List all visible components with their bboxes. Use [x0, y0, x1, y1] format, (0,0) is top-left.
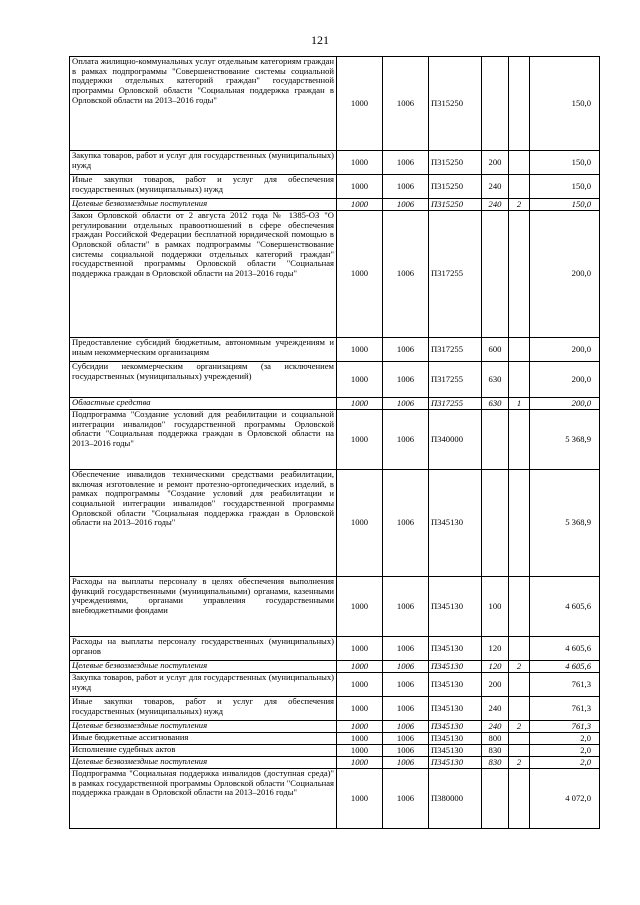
cell-section: 1000: [337, 661, 383, 673]
cell-funding-source: [509, 175, 530, 199]
cell-name: Подпрограмма "Социальная поддержка инвалидов (доступная среда)" в рамках государственной программы Орловской области "Социальная поддержка граждан в Орловской области на 2013–2016 годы": [70, 769, 337, 829]
cell-amount: 761,3: [530, 673, 600, 697]
cell-expense-type: 120: [482, 637, 509, 661]
cell-target-article: П317255: [429, 338, 482, 362]
table-row: [70, 721, 600, 733]
cell-target-article: П315250: [429, 151, 482, 175]
cell-funding-source: [509, 745, 530, 757]
cell-name: Иные бюджетные ассигнования: [70, 733, 337, 745]
table-row: [70, 211, 600, 338]
cell-amount: 150,0: [530, 57, 600, 151]
cell-target-article: П317255: [429, 362, 482, 398]
table-row: [70, 577, 600, 637]
table-row: [70, 199, 600, 211]
page-number: 121: [311, 33, 329, 47]
cell-expense-type: [482, 769, 509, 829]
cell-name: Целевые безвозмездные поступления: [70, 721, 337, 733]
cell-name: Расходы на выплаты персоналу в целях обеспечения выполнения функций государственными (муниципальными) органами, казенными учреждениями, органами управления государственными внебюджетными фондами: [70, 577, 337, 637]
cell-expense-type: 240: [482, 721, 509, 733]
cell-expense-type: 830: [482, 745, 509, 757]
cell-amount: 4 605,6: [530, 577, 600, 637]
cell-amount: 5 368,9: [530, 410, 600, 470]
cell-funding-source: [509, 637, 530, 661]
cell-section: 1000: [337, 721, 383, 733]
cell-expense-type: 240: [482, 697, 509, 721]
cell-expense-type: 630: [482, 362, 509, 398]
cell-name: Целевые безвозмездные поступления: [70, 661, 337, 673]
cell-name: Обеспечение инвалидов техническими средствами реабилитации, включая изготовление и ремонт протезно-ортопедических изделий, в рамках подпрограммы "Создание условий для реабилитации и социальной интеграции инвалидов" государственной программы Орловской области "Социальная поддержка граждан в Орловской области на 2013–2016 годы": [70, 470, 337, 577]
table-row: [70, 398, 600, 410]
cell-name: Областные средства: [70, 398, 337, 410]
cell-section: 1000: [337, 733, 383, 745]
cell-expense-type: 630: [482, 398, 509, 410]
cell-expense-type: 100: [482, 577, 509, 637]
cell-amount: 200,0: [530, 338, 600, 362]
cell-amount: 200,0: [530, 398, 600, 410]
cell-name: Закон Орловской области от 2 августа 2012 года № 1385-ОЗ "О регулировании отдельных правоотношений в сфере обеспечения граждан Российской Федерации бесплатной юридической помощью в Орловской области" в рамках подпрограммы "Совершенствование системы социальной поддержки отдельных категорий граждан" государственной программы Орловской области "Социальная поддержка граждан в Орловской области на 2013–2016 годы": [70, 211, 337, 338]
cell-expense-type: 830: [482, 757, 509, 769]
cell-amount: 761,3: [530, 697, 600, 721]
cell-expense-type: [482, 470, 509, 577]
cell-funding-source: [509, 769, 530, 829]
cell-name: Закупка товаров, работ и услуг для государственных (муниципальных) нужд: [70, 151, 337, 175]
cell-subsection: 1006: [383, 470, 429, 577]
cell-section: 1000: [337, 338, 383, 362]
cell-section: 1000: [337, 398, 383, 410]
cell-target-article: П315250: [429, 175, 482, 199]
cell-subsection: 1006: [383, 199, 429, 211]
cell-amount: 150,0: [530, 199, 600, 211]
cell-name: Закупка товаров, работ и услуг для государственных (муниципальных) нужд: [70, 673, 337, 697]
budget-table: [69, 56, 600, 829]
cell-name: Иные закупки товаров, работ и услуг для обеспечения государственных (муниципальных) нужд: [70, 697, 337, 721]
cell-funding-source: 2: [509, 757, 530, 769]
table-row: [70, 637, 600, 661]
cell-expense-type: 120: [482, 661, 509, 673]
table-row: [70, 697, 600, 721]
cell-subsection: 1006: [383, 577, 429, 637]
table-body: [70, 57, 600, 829]
cell-name: Предоставление субсидий бюджетным, автономным учреждениям и иным некоммерческим организациям: [70, 338, 337, 362]
cell-section: 1000: [337, 697, 383, 721]
cell-target-article: П345130: [429, 721, 482, 733]
cell-section: 1000: [337, 57, 383, 151]
cell-target-article: П345130: [429, 470, 482, 577]
table-row: [70, 175, 600, 199]
cell-amount: 4 605,6: [530, 637, 600, 661]
cell-expense-type: 240: [482, 199, 509, 211]
cell-funding-source: [509, 697, 530, 721]
table-row: [70, 470, 600, 577]
cell-section: 1000: [337, 577, 383, 637]
cell-subsection: 1006: [383, 151, 429, 175]
cell-funding-source: [509, 470, 530, 577]
cell-section: 1000: [337, 175, 383, 199]
cell-expense-type: 800: [482, 733, 509, 745]
cell-name: Субсидии некоммерческим организациям (за исключением государственных (муниципальных) учреждений): [70, 362, 337, 398]
cell-name: Целевые безвозмездные поступления: [70, 757, 337, 769]
cell-amount: 2,0: [530, 757, 600, 769]
cell-target-article: П345130: [429, 661, 482, 673]
cell-subsection: 1006: [383, 175, 429, 199]
cell-target-article: П317255: [429, 398, 482, 410]
cell-funding-source: 2: [509, 721, 530, 733]
cell-subsection: 1006: [383, 637, 429, 661]
cell-funding-source: [509, 673, 530, 697]
table-row: [70, 745, 600, 757]
cell-expense-type: 200: [482, 151, 509, 175]
cell-amount: 4 072,0: [530, 769, 600, 829]
cell-subsection: 1006: [383, 733, 429, 745]
table-row: [70, 151, 600, 175]
cell-section: 1000: [337, 199, 383, 211]
cell-target-article: П345130: [429, 733, 482, 745]
table-row: [70, 733, 600, 745]
table-row: [70, 673, 600, 697]
cell-funding-source: [509, 151, 530, 175]
cell-target-article: П345130: [429, 577, 482, 637]
cell-section: 1000: [337, 745, 383, 757]
cell-subsection: 1006: [383, 673, 429, 697]
cell-subsection: 1006: [383, 757, 429, 769]
cell-name: Целевые безвозмездные поступления: [70, 199, 337, 211]
table-row: [70, 338, 600, 362]
cell-funding-source: [509, 733, 530, 745]
cell-amount: 200,0: [530, 211, 600, 338]
cell-subsection: 1006: [383, 697, 429, 721]
cell-funding-source: [509, 57, 530, 151]
table-row: [70, 410, 600, 470]
cell-subsection: 1006: [383, 338, 429, 362]
cell-section: 1000: [337, 410, 383, 470]
cell-section: 1000: [337, 769, 383, 829]
cell-section: 1000: [337, 151, 383, 175]
cell-section: 1000: [337, 211, 383, 338]
cell-section: 1000: [337, 470, 383, 577]
table-row: [70, 362, 600, 398]
cell-expense-type: 240: [482, 175, 509, 199]
cell-section: 1000: [337, 362, 383, 398]
cell-funding-source: 2: [509, 199, 530, 211]
cell-expense-type: 600: [482, 338, 509, 362]
cell-section: 1000: [337, 673, 383, 697]
table-row: [70, 757, 600, 769]
cell-subsection: 1006: [383, 211, 429, 338]
cell-subsection: 1006: [383, 57, 429, 151]
cell-subsection: 1006: [383, 661, 429, 673]
table-row: [70, 769, 600, 829]
cell-amount: 761,3: [530, 721, 600, 733]
cell-target-article: П317255: [429, 211, 482, 338]
cell-name: Иные закупки товаров, работ и услуг для обеспечения государственных (муниципальных) нужд: [70, 175, 337, 199]
cell-funding-source: [509, 338, 530, 362]
cell-target-article: П380000: [429, 769, 482, 829]
cell-subsection: 1006: [383, 745, 429, 757]
cell-name: Оплата жилищно-коммунальных услуг отдельным категориям граждан в рамках подпрограммы "Совершенствование системы социальной поддержки отдельных категорий граждан" государственной программы Орловской области "Социальная поддержка граждан в Орловской области на 2013–2016 годы": [70, 57, 337, 151]
cell-name: Подпрограмма "Создание условий для реабилитации и социальной интеграции инвалидов" государственной программы Орловской области "Социальная поддержка граждан в Орловской области на 2013–2016 годы": [70, 410, 337, 470]
cell-section: 1000: [337, 637, 383, 661]
cell-amount: 2,0: [530, 745, 600, 757]
cell-subsection: 1006: [383, 769, 429, 829]
cell-funding-source: [509, 362, 530, 398]
cell-name: Исполнение судебных актов: [70, 745, 337, 757]
cell-funding-source: 2: [509, 661, 530, 673]
cell-amount: 150,0: [530, 151, 600, 175]
cell-target-article: П345130: [429, 757, 482, 769]
cell-expense-type: [482, 211, 509, 338]
cell-subsection: 1006: [383, 398, 429, 410]
cell-amount: 150,0: [530, 175, 600, 199]
cell-target-article: П345130: [429, 673, 482, 697]
table-row: [70, 57, 600, 151]
cell-amount: 5 368,9: [530, 470, 600, 577]
cell-funding-source: [509, 410, 530, 470]
cell-expense-type: [482, 57, 509, 151]
cell-target-article: П315250: [429, 199, 482, 211]
cell-funding-source: [509, 577, 530, 637]
cell-expense-type: 200: [482, 673, 509, 697]
cell-target-article: П345130: [429, 745, 482, 757]
cell-subsection: 1006: [383, 410, 429, 470]
cell-name: Расходы на выплаты персоналу государственных (муниципальных) органов: [70, 637, 337, 661]
cell-target-article: П315250: [429, 57, 482, 151]
cell-target-article: П345130: [429, 697, 482, 721]
table-row: [70, 661, 600, 673]
cell-target-article: П340000: [429, 410, 482, 470]
cell-section: 1000: [337, 757, 383, 769]
cell-amount: 4 605,6: [530, 661, 600, 673]
cell-subsection: 1006: [383, 362, 429, 398]
cell-subsection: 1006: [383, 721, 429, 733]
cell-amount: 200,0: [530, 362, 600, 398]
cell-amount: 2,0: [530, 733, 600, 745]
cell-target-article: П345130: [429, 637, 482, 661]
cell-funding-source: 1: [509, 398, 530, 410]
cell-expense-type: [482, 410, 509, 470]
cell-funding-source: [509, 211, 530, 338]
